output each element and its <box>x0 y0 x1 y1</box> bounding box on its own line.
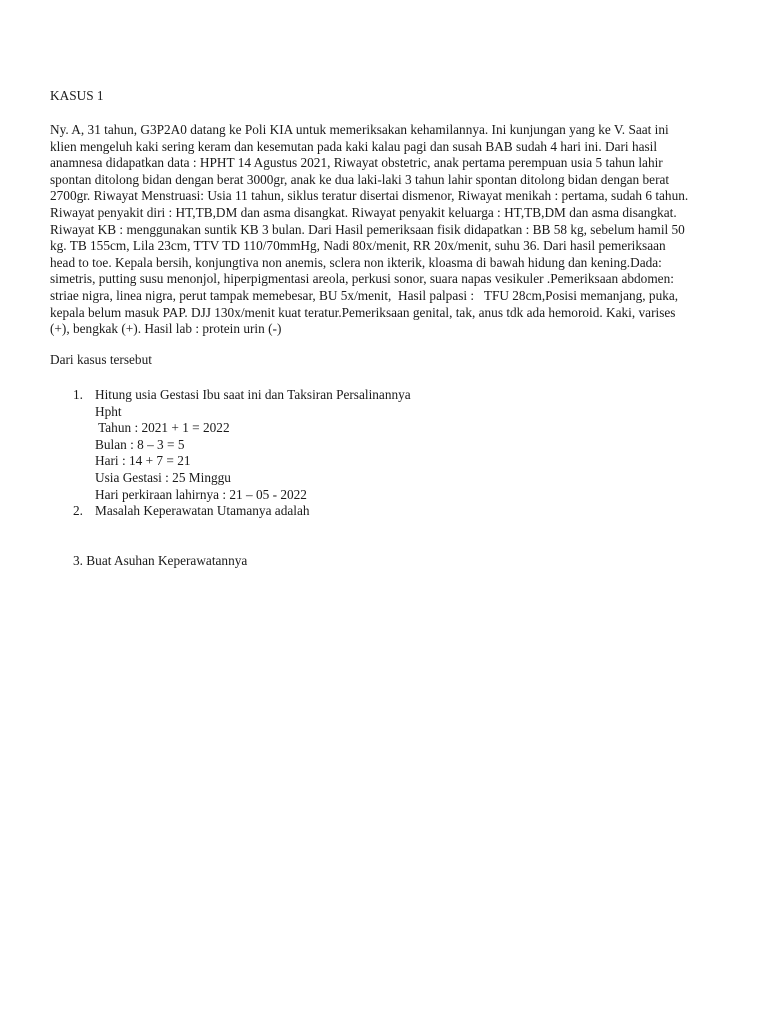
case-line: kg. TB 155cm, Lila 23cm, TTV TD 110/70mmHg, Nadi 80x/menit, RR 20x/menit, suhu 36. Dari hasil pemeriksaan <box>50 238 666 254</box>
case-line: striae nigra, linea nigra, perut tampak memebesar, BU 5x/menit, Hasil palpasi : TFU 28cm,Posisi memanjang, puka, <box>50 287 679 303</box>
answer-text: Hpht <box>95 403 122 419</box>
case-line: kepala belum masuk PAP. DJJ 130x/menit kuat teratur.Pemeriksaan genital, tak, anus tdk ada hemoroid. Kaki, varises <box>50 304 676 320</box>
answer-text: Hari perkiraan lahirnya : 21 – 05 - 2022 <box>95 486 307 502</box>
question-1 <box>0 387 768 404</box>
answer-line <box>0 470 768 487</box>
question-list <box>0 387 768 520</box>
answer-line <box>0 420 768 437</box>
question-2-number: 2. <box>73 503 83 519</box>
question-2-text: Masalah Keperawatan Utamanya adalah <box>95 503 310 519</box>
case-line: Riwayat KB : menggunakan suntik KB 3 bulan. Dari Hasil pemeriksaan fisik didapatkan : BB 58 kg, sebelum hamil 50 <box>50 221 685 237</box>
case-line: 2700gr. Riwayat Menstruasi: Usia 11 tahun, siklus teratur disertai dismenor, Riwayat menikah : pertama, sudah 6 tahun. <box>50 188 689 204</box>
answer-text: Tahun : 2021 + 1 = 2022 <box>95 420 230 436</box>
answer-text: Usia Gestasi : 25 Minggu <box>95 469 231 485</box>
case-line: Ny. A, 31 tahun, G3P2A0 datang ke Poli KIA untuk memeriksakan kehamilannya. Ini kunjungan yang ke V. Saat ini <box>50 122 669 137</box>
answer-line <box>0 487 768 504</box>
case-line: head to toe. Kepala bersih, konjungtiva non anemis, sclera non ikterik, kloasma di bawah hidung dan kening.Dada: <box>50 254 662 270</box>
answer-line <box>0 404 768 421</box>
case-line: simetris, putting susu menonjol, hiperpigmentasi areola, perkusi sonor, suara napas vesikuler .Pemeriksaan abdomen: <box>50 271 674 287</box>
questions-intro: Dari kasus tersebut <box>50 352 152 367</box>
question-3: 3. Buat Asuhan Keperawatannya <box>73 553 248 568</box>
question-1-number: 1. <box>73 387 83 402</box>
case-line: (+), bengkak (+). Hasil lab : protein urin (-) <box>50 321 282 337</box>
case-line: anamnesa didapatkan data : HPHT 14 Agustus 2021, Riwayat obstetric, anak pertama perempuan usia 5 tahun lahir <box>50 155 663 171</box>
case-line: klien mengeluh kaki sering keram dan kesemutan pada kaki kalau pagi dan susah BAB sudah 4 hari ini. Dari hasil <box>50 138 658 154</box>
answer-line <box>0 453 768 470</box>
question-1-text: Hitung usia Gestasi Ibu saat ini dan Taksiran Persalinannya <box>95 387 411 402</box>
case-line: spontan ditolong bidan dengan berat 3000gr, anak ke dua laki-laki 3 tahun lahir spontan ditolong bidan dengan berat <box>50 171 670 187</box>
case-title: KASUS 1 <box>50 88 104 103</box>
answer-text: Hari : 14 + 7 = 21 <box>95 453 191 469</box>
case-line: Riwayat penyakit diri : HT,TB,DM dan asma disangkat. Riwayat penyakit keluarga : HT,TB,DM dan asma disangkat. <box>50 204 677 220</box>
question-2 <box>0 503 768 520</box>
answer-text: Bulan : 8 – 3 = 5 <box>95 436 185 452</box>
answer-line <box>0 437 768 454</box>
case-description <box>50 122 730 338</box>
